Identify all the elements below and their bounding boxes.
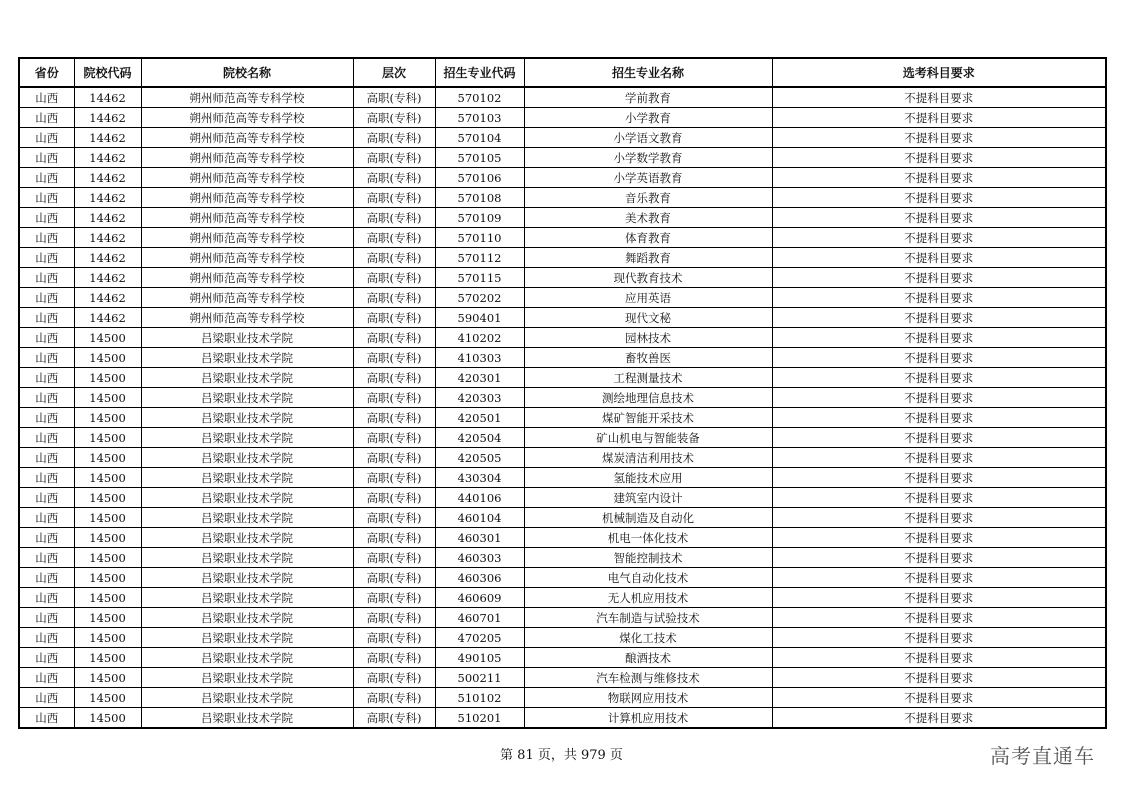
table-row — [19, 668, 1106, 688]
school-code-cell: 14500 — [74, 348, 141, 368]
column-header-major-code: 招生专业代码 — [435, 58, 524, 87]
document-table-container — [18, 57, 1105, 729]
school-name-cell: 吕梁职业技术学院 — [141, 488, 353, 508]
subject-requirement-cell: 不提科目要求 — [772, 568, 1106, 588]
table-row — [19, 288, 1106, 308]
level-cell: 高职(专科) — [353, 588, 435, 608]
school-name-cell: 朔州师范高等专科学校 — [141, 308, 353, 328]
level-cell: 高职(专科) — [353, 348, 435, 368]
major-code-cell: 420505 — [435, 448, 524, 468]
level-cell: 高职(专科) — [353, 308, 435, 328]
major-name-cell: 智能控制技术 — [524, 548, 772, 568]
school-code-cell: 14500 — [74, 428, 141, 448]
major-name-cell: 测绘地理信息技术 — [524, 388, 772, 408]
province-cell: 山西 — [19, 228, 74, 248]
major-name-cell: 现代文秘 — [524, 308, 772, 328]
table-row — [19, 548, 1106, 568]
subject-requirement-cell: 不提科目要求 — [772, 608, 1106, 628]
school-name-cell: 吕梁职业技术学院 — [141, 328, 353, 348]
major-code-cell: 440106 — [435, 488, 524, 508]
province-cell: 山西 — [19, 348, 74, 368]
province-cell: 山西 — [19, 508, 74, 528]
province-cell: 山西 — [19, 368, 74, 388]
major-name-cell: 音乐教育 — [524, 188, 772, 208]
subject-requirement-cell: 不提科目要求 — [772, 168, 1106, 188]
level-cell: 高职(专科) — [353, 228, 435, 248]
province-cell: 山西 — [19, 388, 74, 408]
major-code-cell: 510201 — [435, 708, 524, 729]
subject-requirement-cell: 不提科目要求 — [772, 428, 1106, 448]
province-cell: 山西 — [19, 448, 74, 468]
major-name-cell: 现代教育技术 — [524, 268, 772, 288]
level-cell: 高职(专科) — [353, 368, 435, 388]
page-number-footer: 第 81 页，共 979 页 — [500, 748, 623, 763]
major-name-cell: 应用英语 — [524, 288, 772, 308]
subject-requirement-cell: 不提科目要求 — [772, 408, 1106, 428]
major-code-cell: 470205 — [435, 628, 524, 648]
school-code-cell: 14462 — [74, 168, 141, 188]
table-row — [19, 128, 1106, 148]
table-row — [19, 428, 1106, 448]
school-code-cell: 14462 — [74, 188, 141, 208]
major-name-cell: 物联网应用技术 — [524, 688, 772, 708]
school-name-cell: 朔州师范高等专科学校 — [141, 188, 353, 208]
major-code-cell: 570202 — [435, 288, 524, 308]
school-name-cell: 吕梁职业技术学院 — [141, 568, 353, 588]
major-code-cell: 410202 — [435, 328, 524, 348]
table-row — [19, 388, 1106, 408]
province-cell: 山西 — [19, 268, 74, 288]
subject-requirement-cell: 不提科目要求 — [772, 128, 1106, 148]
major-code-cell: 570115 — [435, 268, 524, 288]
school-code-cell: 14500 — [74, 628, 141, 648]
table-row — [19, 568, 1106, 588]
subject-requirement-cell: 不提科目要求 — [772, 228, 1106, 248]
major-code-cell: 570108 — [435, 188, 524, 208]
major-code-cell: 510102 — [435, 688, 524, 708]
province-cell: 山西 — [19, 148, 74, 168]
major-code-cell: 570102 — [435, 87, 524, 108]
major-name-cell: 煤炭清洁利用技术 — [524, 448, 772, 468]
school-code-cell: 14500 — [74, 408, 141, 428]
school-name-cell: 吕梁职业技术学院 — [141, 348, 353, 368]
level-cell: 高职(专科) — [353, 168, 435, 188]
subject-requirement-cell: 不提科目要求 — [772, 288, 1106, 308]
table-row — [19, 628, 1106, 648]
admission-requirements-table — [18, 57, 1107, 729]
subject-requirement-cell: 不提科目要求 — [772, 188, 1106, 208]
table-body — [19, 87, 1106, 728]
table-row — [19, 488, 1106, 508]
school-name-cell: 吕梁职业技术学院 — [141, 368, 353, 388]
table-row — [19, 168, 1106, 188]
province-cell: 山西 — [19, 528, 74, 548]
level-cell: 高职(专科) — [353, 688, 435, 708]
school-name-cell: 朔州师范高等专科学校 — [141, 108, 353, 128]
table-row — [19, 188, 1106, 208]
school-name-cell: 朔州师范高等专科学校 — [141, 208, 353, 228]
school-name-cell: 朔州师范高等专科学校 — [141, 128, 353, 148]
level-cell: 高职(专科) — [353, 288, 435, 308]
major-code-cell: 570109 — [435, 208, 524, 228]
table-row — [19, 308, 1106, 328]
column-header-level: 层次 — [353, 58, 435, 87]
school-code-cell: 14500 — [74, 488, 141, 508]
major-code-cell: 570106 — [435, 168, 524, 188]
school-name-cell: 吕梁职业技术学院 — [141, 648, 353, 668]
school-name-cell: 吕梁职业技术学院 — [141, 508, 353, 528]
school-name-cell: 吕梁职业技术学院 — [141, 628, 353, 648]
table-row — [19, 248, 1106, 268]
province-cell: 山西 — [19, 468, 74, 488]
major-name-cell: 煤化工技术 — [524, 628, 772, 648]
province-cell: 山西 — [19, 248, 74, 268]
school-code-cell: 14500 — [74, 388, 141, 408]
school-code-cell: 14500 — [74, 468, 141, 488]
column-header-major-name: 招生专业名称 — [524, 58, 772, 87]
province-cell: 山西 — [19, 328, 74, 348]
major-code-cell: 500211 — [435, 668, 524, 688]
province-cell: 山西 — [19, 428, 74, 448]
school-code-cell: 14462 — [74, 87, 141, 108]
school-code-cell: 14462 — [74, 208, 141, 228]
school-code-cell: 14500 — [74, 528, 141, 548]
school-name-cell: 吕梁职业技术学院 — [141, 408, 353, 428]
level-cell: 高职(专科) — [353, 448, 435, 468]
school-code-cell: 14500 — [74, 548, 141, 568]
major-code-cell: 420504 — [435, 428, 524, 448]
table-row — [19, 528, 1106, 548]
major-name-cell: 汽车检测与维修技术 — [524, 668, 772, 688]
province-cell: 山西 — [19, 608, 74, 628]
major-name-cell: 畜牧兽医 — [524, 348, 772, 368]
table-row — [19, 208, 1106, 228]
major-code-cell: 460609 — [435, 588, 524, 608]
school-name-cell: 朔州师范高等专科学校 — [141, 228, 353, 248]
major-name-cell: 园林技术 — [524, 328, 772, 348]
school-name-cell: 吕梁职业技术学院 — [141, 528, 353, 548]
province-cell: 山西 — [19, 288, 74, 308]
table-row — [19, 508, 1106, 528]
level-cell: 高职(专科) — [353, 188, 435, 208]
level-cell: 高职(专科) — [353, 388, 435, 408]
school-name-cell: 吕梁职业技术学院 — [141, 428, 353, 448]
subject-requirement-cell: 不提科目要求 — [772, 588, 1106, 608]
table-row — [19, 648, 1106, 668]
school-code-cell: 14500 — [74, 588, 141, 608]
major-name-cell: 建筑室内设计 — [524, 488, 772, 508]
major-name-cell: 计算机应用技术 — [524, 708, 772, 729]
school-name-cell: 朔州师范高等专科学校 — [141, 148, 353, 168]
province-cell: 山西 — [19, 128, 74, 148]
major-name-cell: 小学教育 — [524, 108, 772, 128]
subject-requirement-cell: 不提科目要求 — [772, 348, 1106, 368]
school-code-cell: 14500 — [74, 448, 141, 468]
table-row — [19, 228, 1106, 248]
table-row — [19, 448, 1106, 468]
subject-requirement-cell: 不提科目要求 — [772, 468, 1106, 488]
school-name-cell: 吕梁职业技术学院 — [141, 448, 353, 468]
level-cell: 高职(专科) — [353, 248, 435, 268]
province-cell: 山西 — [19, 408, 74, 428]
level-cell: 高职(专科) — [353, 268, 435, 288]
province-cell: 山西 — [19, 668, 74, 688]
level-cell: 高职(专科) — [353, 108, 435, 128]
level-cell: 高职(专科) — [353, 508, 435, 528]
school-code-cell: 14500 — [74, 708, 141, 729]
table-row — [19, 108, 1106, 128]
province-cell: 山西 — [19, 168, 74, 188]
table-row — [19, 408, 1106, 428]
school-code-cell: 14462 — [74, 128, 141, 148]
province-cell: 山西 — [19, 548, 74, 568]
school-name-cell: 朔州师范高等专科学校 — [141, 288, 353, 308]
school-code-cell: 14462 — [74, 308, 141, 328]
table-row — [19, 688, 1106, 708]
province-cell: 山西 — [19, 308, 74, 328]
table-row — [19, 328, 1106, 348]
level-cell: 高职(专科) — [353, 87, 435, 108]
level-cell: 高职(专科) — [353, 128, 435, 148]
level-cell: 高职(专科) — [353, 548, 435, 568]
major-code-cell: 570112 — [435, 248, 524, 268]
column-header-subject-requirement: 选考科目要求 — [772, 58, 1106, 87]
table-header-row — [19, 58, 1106, 87]
major-name-cell: 机械制造及自动化 — [524, 508, 772, 528]
table-row — [19, 588, 1106, 608]
province-cell: 山西 — [19, 648, 74, 668]
school-code-cell: 14462 — [74, 148, 141, 168]
level-cell: 高职(专科) — [353, 528, 435, 548]
school-code-cell: 14500 — [74, 608, 141, 628]
school-code-cell: 14462 — [74, 228, 141, 248]
level-cell: 高职(专科) — [353, 328, 435, 348]
major-code-cell: 410303 — [435, 348, 524, 368]
school-code-cell: 14500 — [74, 328, 141, 348]
column-header-school-name: 院校名称 — [141, 58, 353, 87]
subject-requirement-cell: 不提科目要求 — [772, 548, 1106, 568]
school-code-cell: 14500 — [74, 648, 141, 668]
subject-requirement-cell: 不提科目要求 — [772, 508, 1106, 528]
level-cell: 高职(专科) — [353, 468, 435, 488]
major-name-cell: 小学英语教育 — [524, 168, 772, 188]
level-cell: 高职(专科) — [353, 648, 435, 668]
subject-requirement-cell: 不提科目要求 — [772, 628, 1106, 648]
column-header-school-code: 院校代码 — [74, 58, 141, 87]
major-name-cell: 体育教育 — [524, 228, 772, 248]
province-cell: 山西 — [19, 87, 74, 108]
school-name-cell: 吕梁职业技术学院 — [141, 468, 353, 488]
school-name-cell: 吕梁职业技术学院 — [141, 588, 353, 608]
school-code-cell: 14462 — [74, 288, 141, 308]
major-name-cell: 学前教育 — [524, 87, 772, 108]
major-code-cell: 430304 — [435, 468, 524, 488]
school-code-cell: 14500 — [74, 568, 141, 588]
school-code-cell: 14462 — [74, 108, 141, 128]
subject-requirement-cell: 不提科目要求 — [772, 328, 1106, 348]
table-row — [19, 87, 1106, 108]
major-name-cell: 煤矿智能开采技术 — [524, 408, 772, 428]
level-cell: 高职(专科) — [353, 408, 435, 428]
school-code-cell: 14500 — [74, 688, 141, 708]
province-cell: 山西 — [19, 208, 74, 228]
major-name-cell: 矿山机电与智能装备 — [524, 428, 772, 448]
province-cell: 山西 — [19, 568, 74, 588]
level-cell: 高职(专科) — [353, 568, 435, 588]
major-name-cell: 机电一体化技术 — [524, 528, 772, 548]
subject-requirement-cell: 不提科目要求 — [772, 248, 1106, 268]
table-row — [19, 608, 1106, 628]
province-cell: 山西 — [19, 188, 74, 208]
school-name-cell: 朔州师范高等专科学校 — [141, 268, 353, 288]
major-code-cell: 460306 — [435, 568, 524, 588]
school-name-cell: 吕梁职业技术学院 — [141, 668, 353, 688]
subject-requirement-cell: 不提科目要求 — [772, 648, 1106, 668]
subject-requirement-cell: 不提科目要求 — [772, 528, 1106, 548]
school-name-cell: 吕梁职业技术学院 — [141, 708, 353, 729]
province-cell: 山西 — [19, 708, 74, 729]
major-name-cell: 工程测量技术 — [524, 368, 772, 388]
province-cell: 山西 — [19, 488, 74, 508]
table-row — [19, 348, 1106, 368]
table-row — [19, 468, 1106, 488]
column-header-province: 省份 — [19, 58, 74, 87]
major-code-cell: 420301 — [435, 368, 524, 388]
school-name-cell: 吕梁职业技术学院 — [141, 608, 353, 628]
school-code-cell: 14500 — [74, 508, 141, 528]
school-name-cell: 吕梁职业技术学院 — [141, 388, 353, 408]
subject-requirement-cell: 不提科目要求 — [772, 488, 1106, 508]
subject-requirement-cell: 不提科目要求 — [772, 368, 1106, 388]
subject-requirement-cell: 不提科目要求 — [772, 148, 1106, 168]
school-code-cell: 14500 — [74, 668, 141, 688]
major-name-cell: 小学语文教育 — [524, 128, 772, 148]
major-code-cell: 490105 — [435, 648, 524, 668]
major-code-cell: 590401 — [435, 308, 524, 328]
table-row — [19, 268, 1106, 288]
school-name-cell: 吕梁职业技术学院 — [141, 688, 353, 708]
major-name-cell: 氢能技术应用 — [524, 468, 772, 488]
level-cell: 高职(专科) — [353, 488, 435, 508]
level-cell: 高职(专科) — [353, 628, 435, 648]
subject-requirement-cell: 不提科目要求 — [772, 668, 1106, 688]
major-name-cell: 电气自动化技术 — [524, 568, 772, 588]
subject-requirement-cell: 不提科目要求 — [772, 708, 1106, 729]
watermark-text: 高考直通车 — [990, 744, 1095, 768]
major-code-cell: 570104 — [435, 128, 524, 148]
major-name-cell: 美术教育 — [524, 208, 772, 228]
school-name-cell: 朔州师范高等专科学校 — [141, 87, 353, 108]
level-cell: 高职(专科) — [353, 708, 435, 729]
table-row — [19, 368, 1106, 388]
level-cell: 高职(专科) — [353, 608, 435, 628]
major-code-cell: 420303 — [435, 388, 524, 408]
school-name-cell: 朔州师范高等专科学校 — [141, 248, 353, 268]
school-code-cell: 14462 — [74, 248, 141, 268]
school-name-cell: 吕梁职业技术学院 — [141, 548, 353, 568]
subject-requirement-cell: 不提科目要求 — [772, 448, 1106, 468]
major-code-cell: 460301 — [435, 528, 524, 548]
subject-requirement-cell: 不提科目要求 — [772, 688, 1106, 708]
major-code-cell: 570103 — [435, 108, 524, 128]
major-name-cell: 舞蹈教育 — [524, 248, 772, 268]
major-name-cell: 酿酒技术 — [524, 648, 772, 668]
major-name-cell: 无人机应用技术 — [524, 588, 772, 608]
table-row — [19, 148, 1106, 168]
major-name-cell: 小学数学教育 — [524, 148, 772, 168]
subject-requirement-cell: 不提科目要求 — [772, 108, 1106, 128]
province-cell: 山西 — [19, 588, 74, 608]
level-cell: 高职(专科) — [353, 148, 435, 168]
province-cell: 山西 — [19, 688, 74, 708]
subject-requirement-cell: 不提科目要求 — [772, 208, 1106, 228]
major-code-cell: 460104 — [435, 508, 524, 528]
province-cell: 山西 — [19, 108, 74, 128]
major-code-cell: 460303 — [435, 548, 524, 568]
table-row — [19, 708, 1106, 729]
subject-requirement-cell: 不提科目要求 — [772, 388, 1106, 408]
province-cell: 山西 — [19, 628, 74, 648]
school-name-cell: 朔州师范高等专科学校 — [141, 168, 353, 188]
school-code-cell: 14500 — [74, 368, 141, 388]
level-cell: 高职(专科) — [353, 668, 435, 688]
major-code-cell: 460701 — [435, 608, 524, 628]
subject-requirement-cell: 不提科目要求 — [772, 308, 1106, 328]
school-code-cell: 14462 — [74, 268, 141, 288]
subject-requirement-cell: 不提科目要求 — [772, 87, 1106, 108]
level-cell: 高职(专科) — [353, 428, 435, 448]
major-code-cell: 420501 — [435, 408, 524, 428]
major-code-cell: 570105 — [435, 148, 524, 168]
subject-requirement-cell: 不提科目要求 — [772, 268, 1106, 288]
major-code-cell: 570110 — [435, 228, 524, 248]
major-name-cell: 汽车制造与试验技术 — [524, 608, 772, 628]
level-cell: 高职(专科) — [353, 208, 435, 228]
